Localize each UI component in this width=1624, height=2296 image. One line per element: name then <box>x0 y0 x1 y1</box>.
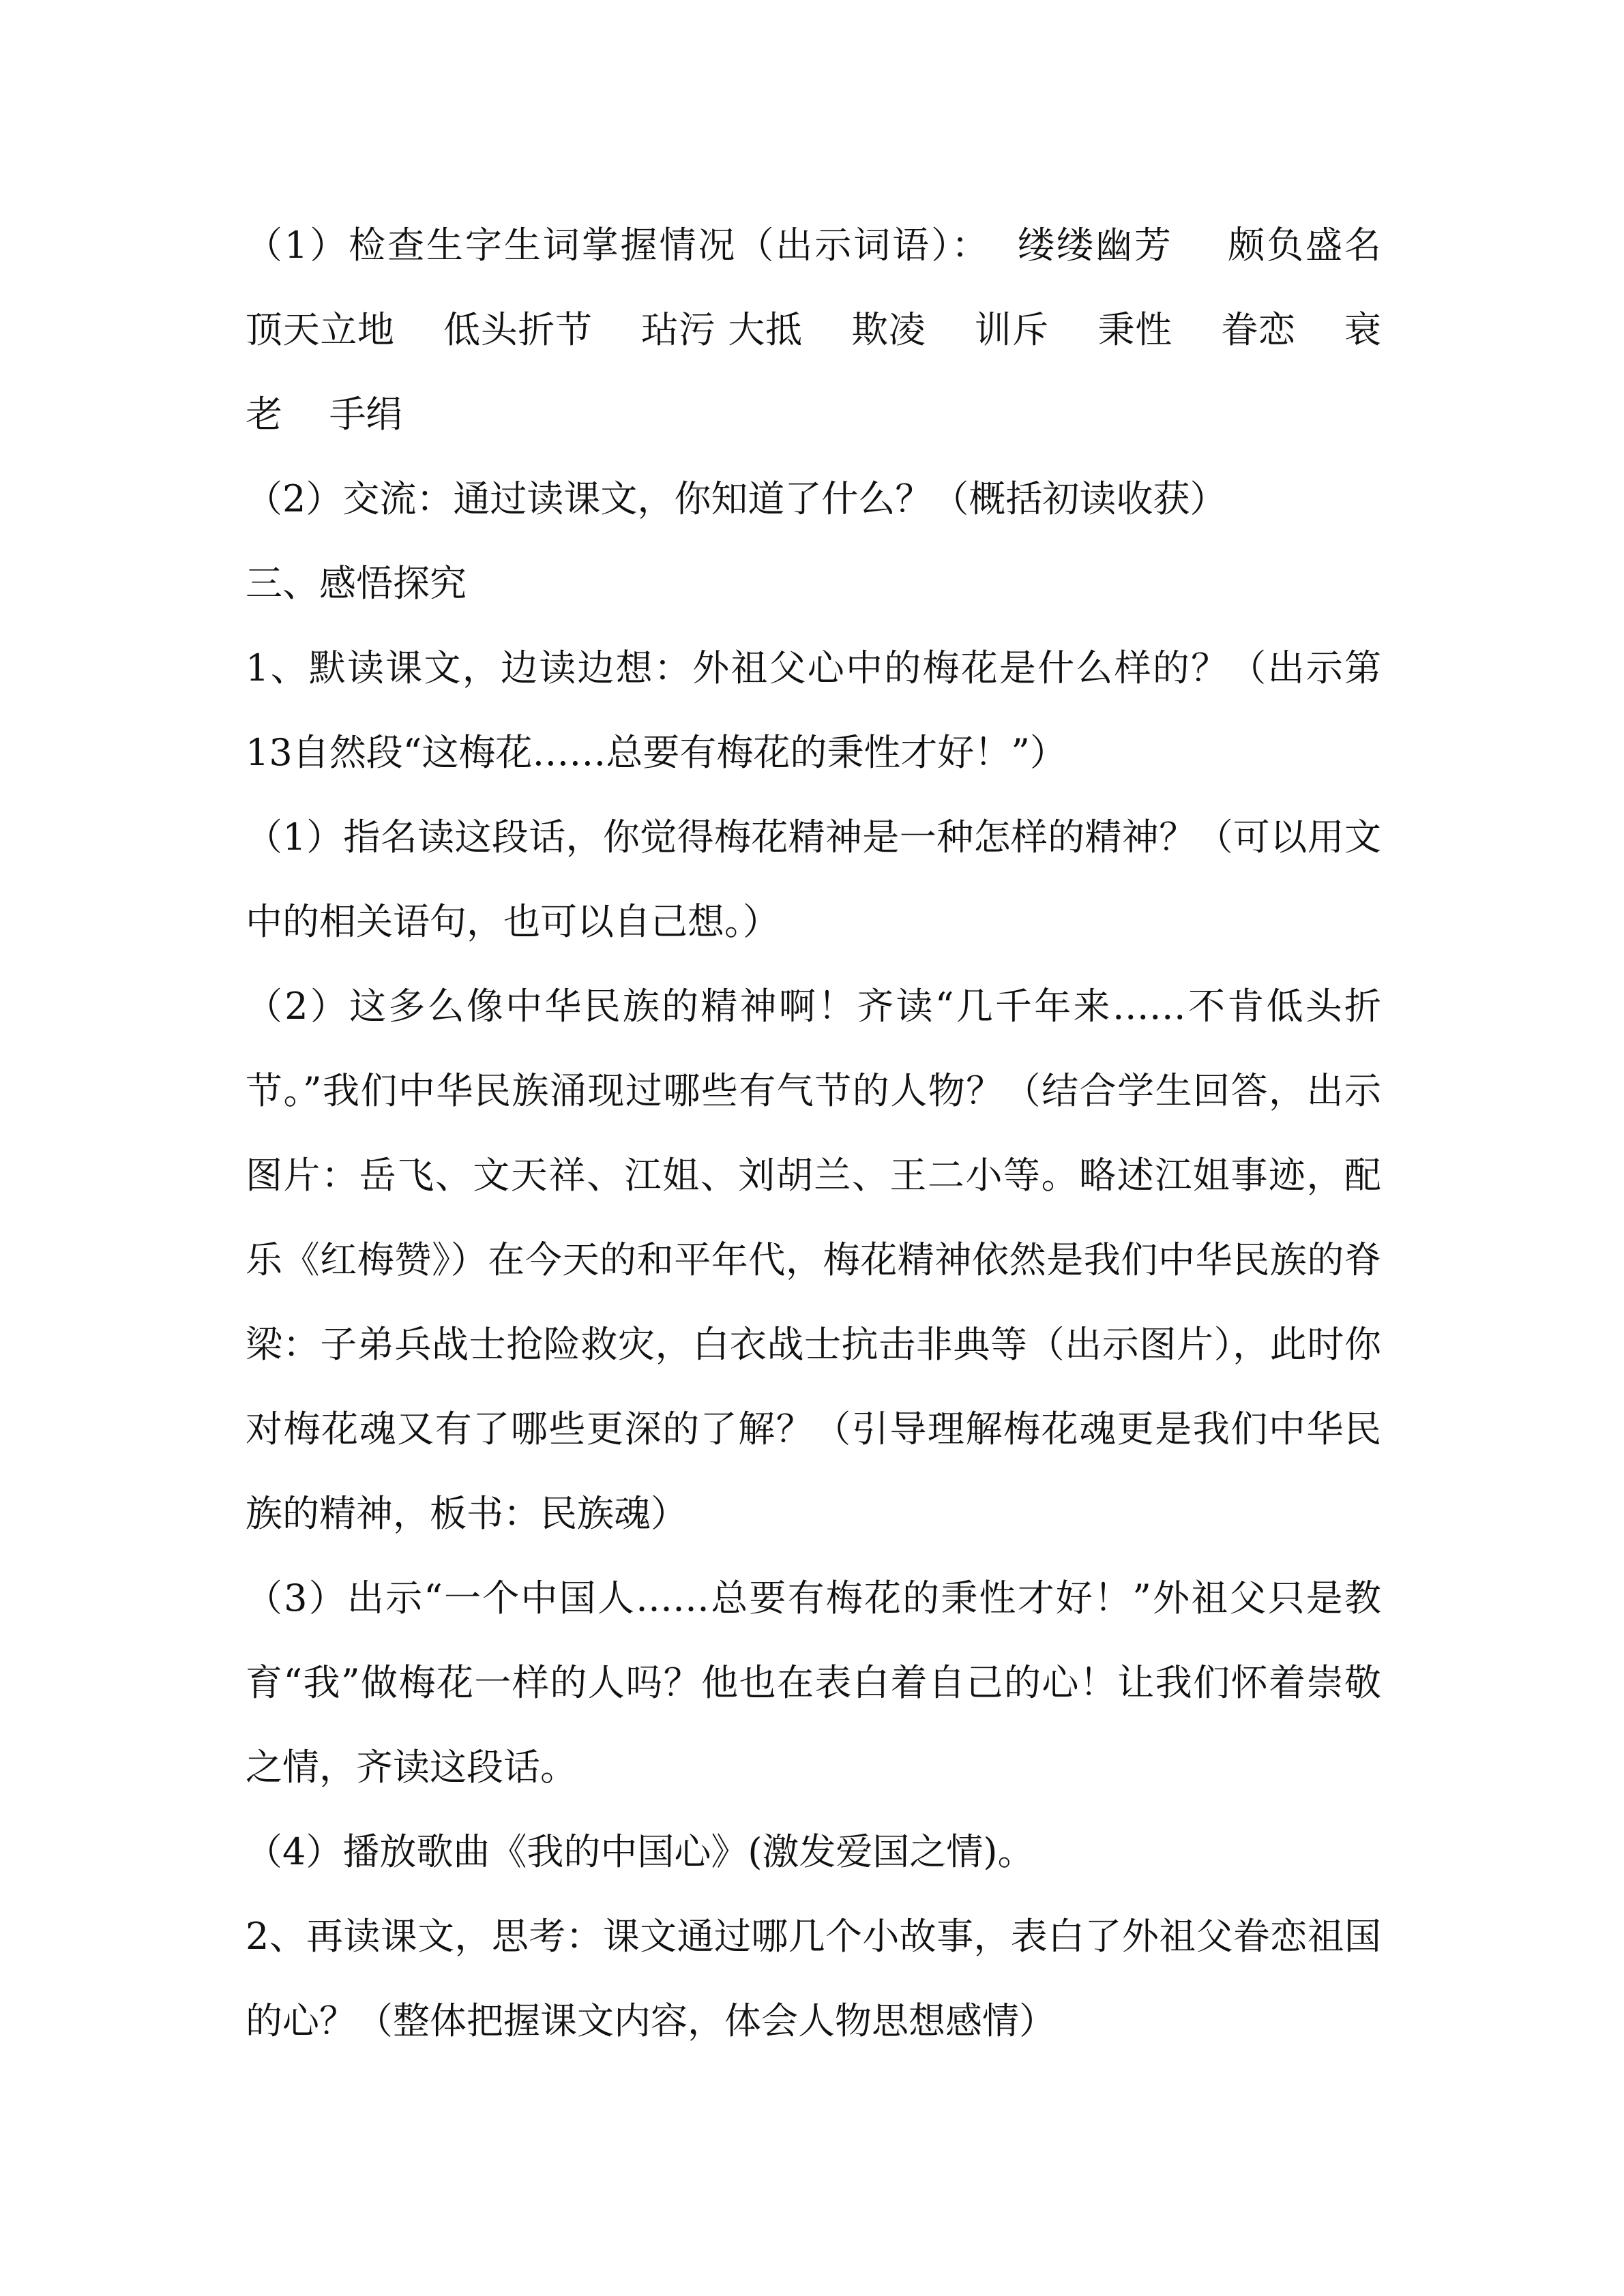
section-heading: 三、感悟探究 <box>246 562 467 605</box>
document-body <box>246 203 1428 2063</box>
paragraph-silent-reading: 1、默读课文，边读边想：外祖父心中的梅花是什么样的？（出示第13自然段“这梅花……总要有梅花的秉性才好！”） <box>246 646 1381 774</box>
paragraph-vocab-check: （1）检查生字生词掌握情况（出示词语）： 缕缕幽芳 颇负盛名 顶天立地 低头折节 玷污 大抵 欺凌 训斥 秉性 眷恋 衰老 手绢 <box>246 224 1428 436</box>
paragraph-reread: 2、再读课文，思考：课文通过哪几个小故事，表白了外祖父眷恋祖国的心？（整体把握课文内容，体会人物思想感情） <box>246 1915 1381 2042</box>
paragraph-song: （4）播放歌曲《我的中国心》(激发爱国之情)。 <box>246 1830 1035 1873</box>
paragraph-grandfather-heart: （3）出示“一个中国人……总要有梅花的秉性才好！”外祖父只是教育“我”做梅花一样的人吗？他也在表白着自己的心！让我们怀着崇敬之情，齐读这段话。 <box>246 1577 1381 1789</box>
paragraph-national-spirit: （2）这多么像中华民族的精神啊！齐读“几千年来……不肯低头折节。”我们中华民族涌现过哪些有气节的人物？（结合学生回答，出示图片：岳飞、文天祥、江姐、刘胡兰、王二小等。略述江姐事迹，配乐《红梅赞》）在今天的和平年代，梅花精神依然是我们中华民族的脊梁：子弟兵战士抢险救灾，白衣战士抗击非典等（出示图片），此时你对梅花魂又有了哪些更深的了解？（引导理解梅花魂更是我们中华民族的精神，板书：民族魂） <box>246 985 1381 1535</box>
paragraph-exchange: （2）交流：通过读课文，你知道了什么？（概括初读收获） <box>246 477 1227 520</box>
paragraph-plum-spirit: （1）指名读这段话，你觉得梅花精神是一种怎样的精神？（可以用文中的相关语句，也可以自己想。） <box>246 816 1381 943</box>
